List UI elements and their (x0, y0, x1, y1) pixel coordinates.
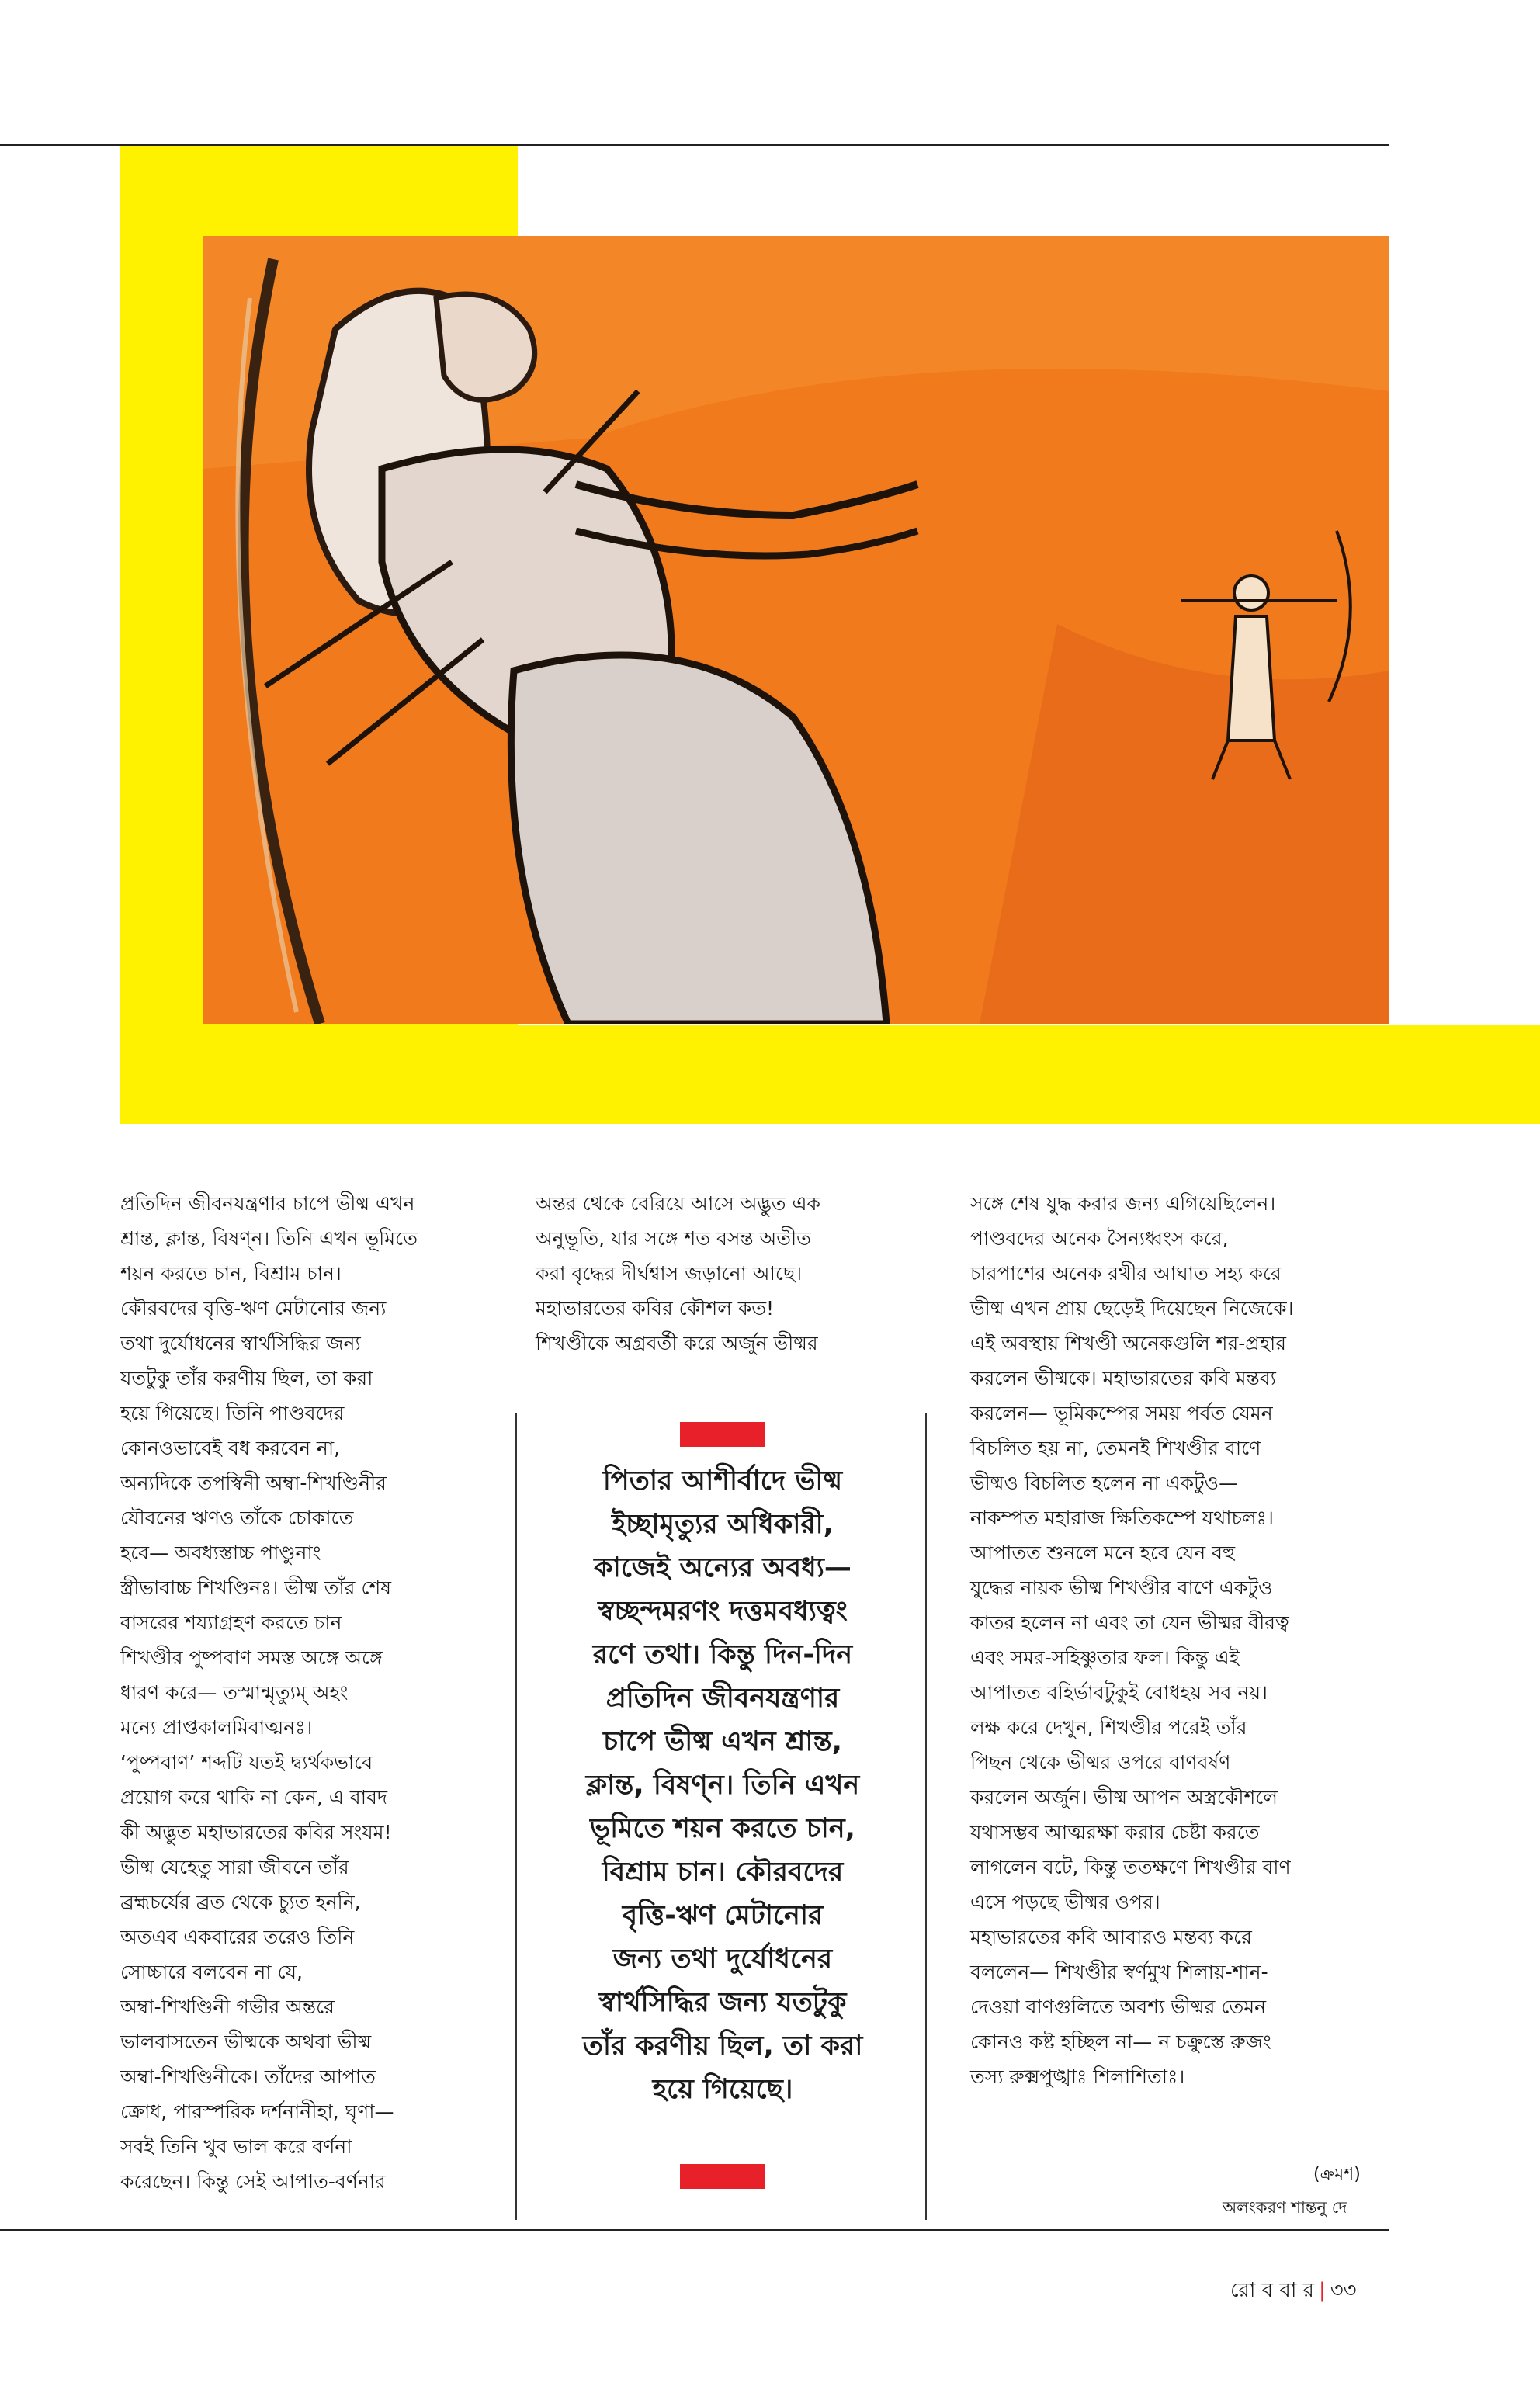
to-be-continued: (ক্রমশ) (1313, 2165, 1361, 2184)
yellow-block-horizontal (120, 1025, 1540, 1124)
column-rule-right (925, 1413, 927, 2220)
pull-quote-top-bar (680, 1422, 765, 1447)
text-column-2: অন্তর থেকে বেরিয়ে আসে অদ্ভুত এক অনুভূতি, যার সঙ্গে শত বসন্ত অতীত করা বৃদ্ধের দীর্ঘশ্বাস জড়ানো আছে। মহাভারতের কবির কৌশল কত! শিখণ্ডীকে অগ্রবর্তী করে অর্জুন ভীষ্মর (536, 1192, 821, 1354)
pull-quote: পিতার আশীর্বাদে ভীষ্ম ইচ্ছামৃত্যুর অধিকারী, কাজেই অন্যের অবধ্য— স্বচ্ছন্দমরণং দত্তমবধ্যত্বং রণে তথা। কিন্তু দিন-দিন প্রতিদিন জীবনযন্ত্রণার চাপে ভীষ্ম এখন শ্রান্ত, ক্লান্ত, বিষণ্ন। তিনি এখন ভূমিতে শয়ন করতে চান, বিশ্রাম চান। কৌরবদের বৃত্তি-ঋণ মেটানোর জন্য তথা দুর্যোধনের স্বার্থসিদ্ধির জন্য যতটুকু তাঁর করণীয় ছিল, তা করা হয়ে গিয়েছে। (582, 1465, 863, 2105)
text-column-1: প্রতিদিন জীবনযন্ত্রণার চাপে ভীষ্ম এখন শ্রান্ত, ক্লান্ত, বিষণ্ন। তিনি এখন ভূমিতে শয়ন করতে চান, বিশ্রাম চান। কৌরবদের বৃত্তি-ঋণ মেটানোর জন্য তথা দুর্যোধনের স্বার্থসিদ্ধির জন্য যতটুকু তাঁর করণীয় ছিল, তা করা হয়ে গিয়েছে। তিনি পাণ্ডবদের কোনওভাবেই বধ করবেন না, অন্যদিকে তপস্বিনী অম্বা-শিখণ্ডিনীর যৌবনের ঋণও তাঁকে চোকাতে হবে— অবধ্যস্তাচ্চ পাণ্ডুনাং স্ত্রীভাবাচ্চ শিখণ্ডিনঃ। ভীষ্ম তাঁর শেষ বাসরের শয্যাগ্রহণ করতে চান শিখণ্ডীর পুষ্পবাণ সমস্ত অঙ্গে অঙ্গে ধারণ করে— তস্মান্মৃত্যুম্ অহং মন্যে প্রাপ্তকালমিবাত্মনঃ। ‘পুষ্পবাণ’ শব্দটি যতই দ্ব্যর্থকভাবে প্রয়োগ করে থাকি না কেন, এ বাবদ কী অদ্ভুত মহাভারতের কবির সংযম! ভীষ্ম যেহেতু সারা জীবনে তাঁর ব্রহ্মচর্যের ব্রত থেকে চ্যুত হননি, অতএব একবারের তরেও তিনি সোচ্চারে বলবেন না যে, অম্বা-শিখণ্ডিনী গভীর অন্তরে ভালবাসতেন ভীষ্মকে অথবা ভীষ্ম অম্বা-শিখণ্ডিনীকে। তাঁদের আপাত ক্রোধ, পারস্পরিক দর্শনানীহা, ঘৃণা— সবই তিনি খুব ভাল করে বর্ণনা করেছেন। কিন্তু সেই আপাত-বর্ণনার (120, 1192, 418, 2193)
page-number: ৩৩ (1330, 2279, 1357, 2302)
column-rule-left (515, 1413, 517, 2220)
pull-quote-bottom-bar (680, 2164, 765, 2189)
folio-separator: | (1318, 2279, 1326, 2302)
page-folio (1230, 2274, 1357, 2308)
bottom-rule (0, 2229, 1389, 2231)
illustration-credit: অলংকরণ শান্তনু দে (1223, 2198, 1348, 2217)
text-column-3: সঙ্গে শেষ যুদ্ধ করার জন্য এগিয়েছিলেন। পাণ্ডবদের অনেক সৈন্যধ্বংস করে, চারপাশের অনেক রথীর আঘাত সহ্য করে ভীষ্ম এখন প্রায় ছেড়েই দিয়েছেন নিজেকে। এই অবস্থায় শিখণ্ডী অনেকগুলি শর-প্রহার করলেন ভীষ্মকে। মহাভারতের কবি মন্তব্য করলেন— ভূমিকম্পের সময় পর্বত যেমন বিচলিত হয় না, তেমনই শিখণ্ডীর বাণে ভীষ্মও বিচলিত হলেন না একটুও— নাকম্পত মহারাজ ক্ষিতিকম্পে যথাচলঃ। আপাতত শুনলে মনে হবে যেন বহু যুদ্ধের নায়ক ভীষ্ম শিখণ্ডীর বাণে একটুও কাতর হলেন না এবং তা যেন ভীষ্মর বীরত্ব এবং সমর-সহিষ্ণুতার ফল। কিন্তু এই আপাতত বহির্ভাবটুকুই বোধহয় সব নয়। লক্ষ করে দেখুন, শিখণ্ডীর পরেই তাঁর পিছন থেকে ভীষ্মর ওপরে বাণবর্ষণ করলেন অর্জুন। ভীষ্ম আপন অস্ত্রকৌশলে যথাসম্ভব আত্মরক্ষা করার চেষ্টা করতে লাগলেন বটে, কিন্তু ততক্ষণে শিখণ্ডীর বাণ এসে পড়ছে ভীষ্মর ওপর। মহাভারতের কবি আবারও মন্তব্য করে বললেন— শিখণ্ডীর স্বর্ণমুখ শিলায়-শান- দেওয়া বাণগুলিতে অবশ্য ভীষ্মর তেমন কোনও কষ্ট হচ্ছিল না— ন চক্রুস্তে রুজং তস্য রুক্মপুঙ্খাঃ শিলাশিতাঃ। (970, 1192, 1294, 2088)
magazine-name: রো ব বা র (1230, 2279, 1314, 2302)
bhishma-arrows-illustration-icon (203, 236, 1389, 1024)
